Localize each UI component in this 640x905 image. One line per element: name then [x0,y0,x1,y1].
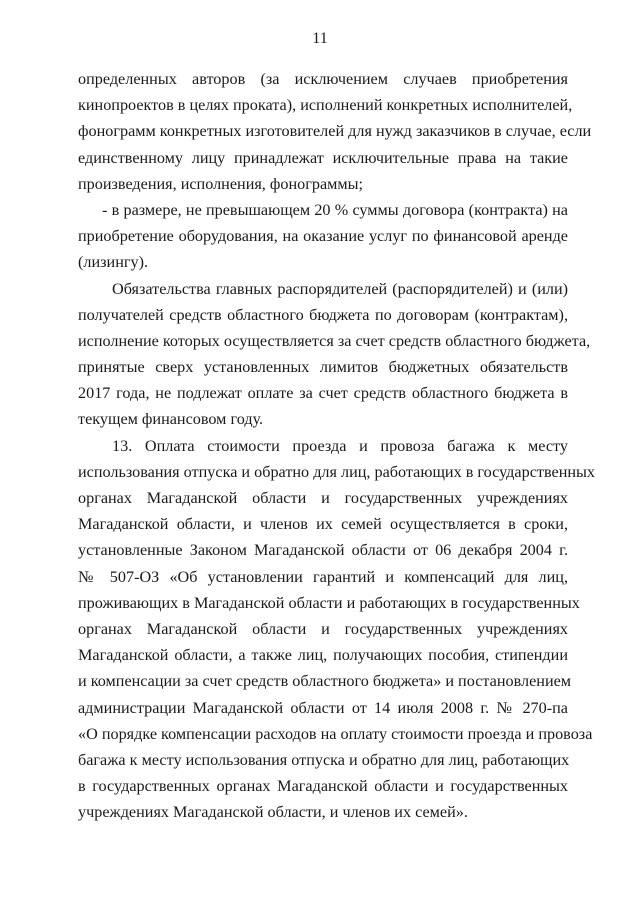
text-line: приобретение оборудования, на оказание услуг по финансовой аренде [78,227,568,246]
text-line: учреждениях Магаданской области, и членов их семей». [78,803,468,822]
body-text [78,66,595,825]
text-line: «О порядке компенсации расходов на оплату стоимости проезда и провоза [78,724,593,743]
text-line: проживающих в Магаданской области и работающих в государственных [78,593,580,612]
text-line: установленные Законом Магаданской области от 06 декабря 2004 г. [78,541,568,560]
text-line: принятые сверх установленных лимитов бюджетных обязательств [78,358,568,377]
text-line: органах Магаданской области и государственных учреждениях [78,489,568,507]
text-line: Магаданской области, и членов их семей осуществляется в сроки, [78,515,568,534]
text-line: определенных авторов (за исключением случаев приобретения [78,70,568,88]
text-line: 2017 года, не подлежат оплате за счет средств областного бюджета в [78,384,568,403]
text-line: исполнение которых осуществляется за счет средств областного бюджета, [78,331,591,350]
text-line: - в размере, не превышающем 20 % суммы договора (контракта) на [102,200,568,219]
text-line: использования отпуска и обратно для лиц, работающих в государственных [78,462,595,481]
text-line: органах Магаданской области и государственных учреждениях [78,619,568,638]
text-line: 13. Оплата стоимости проезда и провоза багажа к месту [112,436,568,455]
text-line: багажа к месту использования отпуска и обратно для лиц, работающих [78,750,570,769]
text-line: кинопроектов в целях проката), исполнений конкретных исполнителей, [78,96,573,115]
text-line: в государственных органах Магаданской области и государственных [78,777,568,796]
page-number: 11 [312,30,328,47]
text-line: фонограмм конкретных изготовителей для нужд заказчиков в случае, если [78,122,592,141]
text-line: администрации Магаданской области от 14 июля 2008 г. № 270-па [78,698,568,717]
text-line: единственному лицу принадлежат исключительные права на такие [78,148,568,167]
text-line: текущем финансовом году. [78,410,264,429]
text-line: и компенсации за счет средств областного бюджета» и постановлением [78,672,572,691]
text-line: (лизингу). [78,253,149,272]
text-line: получателей средств областного бюджета по договорам (контрактам), [78,305,568,324]
text-line: произведения, исполнения, фонограммы; [78,174,364,193]
text-line: Магаданской области, а также лиц, получающих пособия, стипендии [78,646,568,665]
text-line: № 507-ОЗ «Об установлении гарантий и компенсаций для лиц, [78,567,568,586]
text-line: Обязательства главных распорядителей (распорядителей) и (или) [112,279,568,298]
